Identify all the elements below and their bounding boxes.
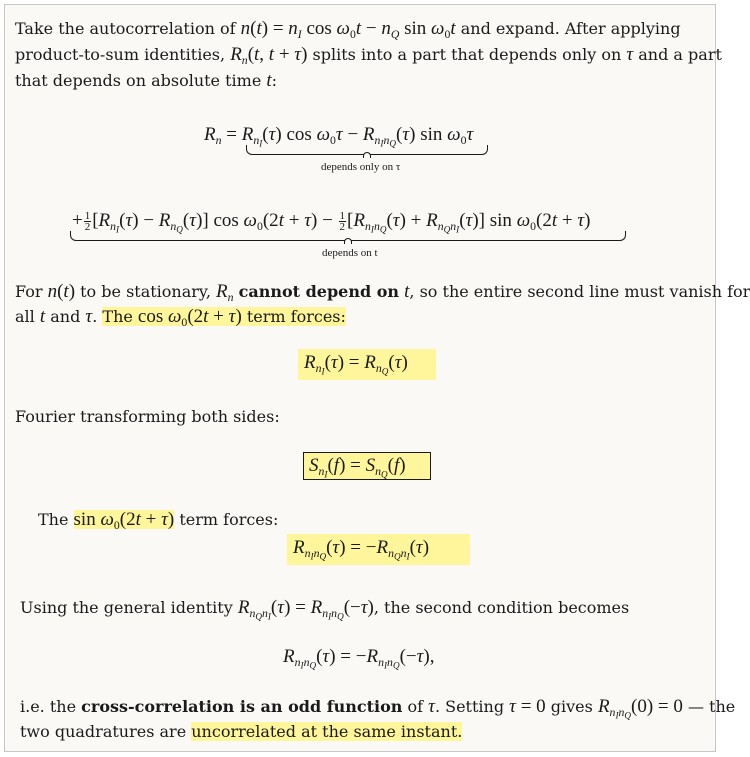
stationary-line-2: all t and τ. The $\cos \omega_0(2t + \tau)$ term forces: xyxy=(15,306,346,330)
equation-odd-function: $R_{nInQ}(\tau) = -R_{nInQ}(-\tau)$, xyxy=(283,646,435,671)
equation-sni-equals-snq: $S_{nI}(f) = S_{nQ}(f)$ xyxy=(309,455,406,480)
math-n-of-t: $n(t) = n_I$ $\cos \omega_0t - n_Q$ $\sin \omega_0t$ xyxy=(240,18,456,42)
math-sin-term: $\sin \omega_0(2t + \tau)$ xyxy=(73,509,175,533)
intro-line-3: that depends on absolute time t: xyxy=(15,70,278,91)
highlight-sin-term xyxy=(73,509,175,533)
conclusion-line-2: two quadratures are uncorrelated at the same instant. xyxy=(20,722,463,741)
highlight-cos-term: The $\cos \omega_0(2t + \tau)$ term forces: xyxy=(102,306,346,330)
fraction-half: $\frac{1}{2}$ xyxy=(84,210,91,234)
underbrace-t-tip xyxy=(344,238,352,244)
math-rn-t-tau: $R_n(t$, t + τ) xyxy=(230,44,308,68)
fraction-half: $\frac{1}{2}$ xyxy=(339,210,346,234)
highlight-uncorrelated: uncorrelated at the same instant. xyxy=(191,722,463,741)
fourier-text: Fourier transforming both sides: xyxy=(15,407,280,426)
underbrace-tau-label: depends only on τ xyxy=(321,161,401,173)
math-identity: $R_{nQnI}(\tau) = R_{nInQ}(-\tau)$ xyxy=(237,597,374,622)
conclusion-line-1: i.e. the cross-correlation is an odd function of τ. Setting τ = 0 gives $R_{nInQ}(0) = 0$ — the xyxy=(20,696,736,721)
equation-rn-first-line: $R_n = R_{nI}(\tau)$ $\cos \omega_0\tau - R_{nInQ}(\tau)$ $\sin \omega_0\tau$ xyxy=(204,124,474,149)
math-rninq-zero: $R_{nInQ}(0) = 0$ xyxy=(597,696,683,721)
underbrace-tau-tip xyxy=(363,152,371,158)
stationary-line-1: For n(t) to be stationary, $R_n$ cannot depend on t, so the entire second line must vanish for xyxy=(15,281,750,305)
intro-line-1: Take the autocorrelation of $n(t) = n_I$ $\cos \omega_0t - n_Q$ $\sin \omega_0t$ and expand. After applying xyxy=(15,18,681,42)
identity-line: Using the general identity $R_{nQnI}(\tau) = R_{nInQ}(-\tau)$, the second condition becomes xyxy=(20,597,630,622)
underbrace-t-label: depends on t xyxy=(322,247,378,259)
math-n-t: n(t) xyxy=(47,281,76,302)
math-tau-zero: τ = 0 xyxy=(509,696,546,717)
equation-cross-correlation: $R_{nInQ}(\tau) = -R_{nQnI}(\tau)$ xyxy=(293,537,430,562)
math-rn: $R_n$ xyxy=(216,281,234,305)
equation-rn-second-line: + $\frac{1}{2}$ $[R_{nI}(\tau) - R_{nQ}(\tau)]$ $\cos \omega_0(2t + \tau)$ − $\frac{1}{2}$ $[R_{nInQ}(\tau) + R_{nQnI}(\tau)]$ $\sin \omega_0(2t + \tau)$ xyxy=(72,210,591,235)
intro-line-2: product-to-sum identities, $R_n(t$, t + τ) splits into a part that depends only on τ and a part xyxy=(15,44,722,68)
math-cos-term: $\cos \omega_0(2t + \tau)$ xyxy=(137,306,242,330)
sin-term-line: The $\sin \omega_0(2t + \tau)$ term forces: xyxy=(38,509,279,533)
equation-rni-equals-rnq: $R_{nI}(\tau) = R_{nQ}(\tau)$ xyxy=(304,352,408,377)
